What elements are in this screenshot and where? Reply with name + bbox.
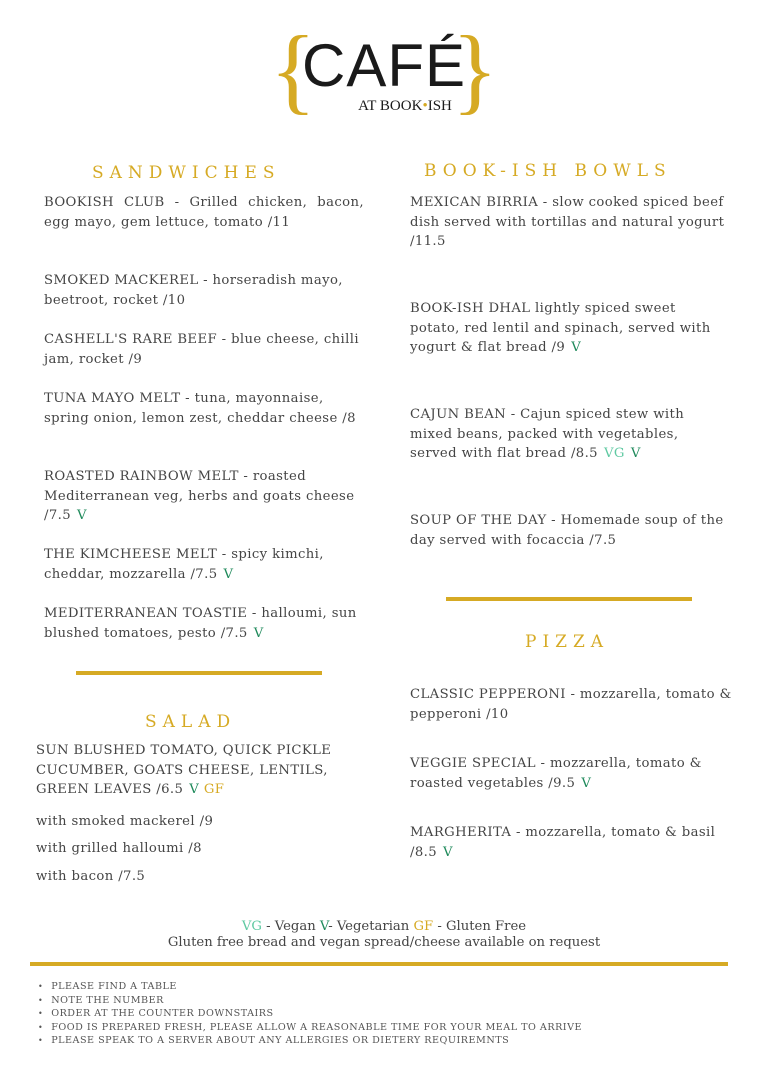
bowls-heading: BOOK-ISH BOWLS xyxy=(424,161,672,181)
vegetarian-badge: V xyxy=(223,566,234,582)
sandwiches-heading: SANDWICHES xyxy=(92,163,281,183)
vegetarian-badge: V xyxy=(571,340,582,355)
menu-item: SOUP OF THE DAY - Homemade soup of the day served with focaccia /7.5 xyxy=(410,513,724,548)
menu-item: CASHELL'S RARE BEEF - blue cheese, chilli jam, rocket /9 xyxy=(44,332,360,367)
dietary-legend: VG - Vegan V- Vegetarian GF - Gluten Free xyxy=(241,919,527,934)
vegetarian-badge: V xyxy=(630,446,641,461)
menu-item: MEXICAN BIRRIA - slow cooked spiced beef dish served with tortillas and natural yogurt /11.5 xyxy=(410,195,725,249)
instruction-item: • NOTE THE NUMBER xyxy=(38,994,582,1008)
menu-item: BOOKISH CLUB - Grilled chicken, bacon, egg mayo, gem lettuce, tomato /11 xyxy=(44,195,364,230)
dot-icon: • xyxy=(422,98,428,114)
menu-item: SMOKED MACKEREL - horseradish mayo, beetroot, rocket /10 xyxy=(44,273,343,308)
pizza-heading: PIZZA xyxy=(525,632,610,652)
menu-item: CAJUN BEAN - Cajun spiced stew with mixed beans, packed with vegetables, served with flat bread /8.5 VG V xyxy=(410,407,685,461)
menu-extra: with bacon /7.5 xyxy=(36,869,146,884)
section-divider xyxy=(76,671,322,675)
vegan-key: VG xyxy=(241,919,262,934)
logo-subtitle: AT BOOK•ISH xyxy=(358,98,452,114)
vegetarian-key: V xyxy=(319,919,329,934)
logo-title: CAFÉ xyxy=(301,32,467,99)
menu-extra: with grilled halloumi /8 xyxy=(36,841,202,856)
menu-item: SUN BLUSHED TOMATO, QUICK PICKLE CUCUMBER, GOATS CHEESE, LENTILS, GREEN LEAVES /6.5 V GF xyxy=(36,743,332,797)
footer-divider xyxy=(30,962,728,966)
menu-item: TUNA MAYO MELT - tuna, mayonnaise, spring onion, lemon zest, cheddar cheese /8 xyxy=(44,391,356,426)
instruction-item: • ORDER AT THE COUNTER DOWNSTAIRS xyxy=(38,1007,582,1021)
menu-item: BOOK-ISH DHAL lightly spiced sweet potato, red lentil and spinach, served with yogurt & flat bread /9 V xyxy=(410,301,711,355)
instruction-item: • PLEASE SPEAK TO A SERVER ABOUT ANY ALLERGIES OR DIETERY REQUIREMNTS xyxy=(38,1034,582,1048)
vegetarian-badge: V xyxy=(189,782,200,797)
menu-item: ROASTED RAINBOW MELT - roasted Mediterranean veg, herbs and goats cheese /7.5 V xyxy=(44,469,355,523)
vegetarian-badge: V xyxy=(253,625,264,641)
salad-heading: SALAD xyxy=(145,712,237,732)
ordering-instructions xyxy=(38,980,582,1048)
right-brace-icon: } xyxy=(451,16,498,123)
vegan-badge: VG xyxy=(603,446,625,461)
menu-extra: with smoked mackerel /9 xyxy=(36,814,214,829)
gluten-free-key: GF xyxy=(413,919,434,934)
vegetarian-badge: V xyxy=(77,508,87,523)
vegetarian-badge: V xyxy=(443,844,453,860)
vegetarian-badge: V xyxy=(581,775,592,791)
gluten-free-note: Gluten free bread and vegan spread/cheese available on request xyxy=(167,935,601,950)
left-brace-icon: { xyxy=(270,16,317,123)
instruction-item: • PLEASE FIND A TABLE xyxy=(38,980,582,994)
menu-item: VEGGIE SPECIAL - mozzarella, tomato & roasted vegetables /9.5 V xyxy=(410,756,702,791)
menu-item: CLASSIC PEPPERONI - mozzarella, tomato & pepperoni /10 xyxy=(410,687,732,722)
cafe-logo xyxy=(270,16,498,123)
section-divider xyxy=(446,597,692,601)
gluten-free-badge: GF xyxy=(203,782,225,797)
menu-item: THE KIMCHEESE MELT - spicy kimchi, cheddar, mozzarella /7.5 V xyxy=(44,547,324,582)
instruction-item: • FOOD IS PREPARED FRESH, PLEASE ALLOW A REASONABLE TIME FOR YOUR MEAL TO ARRIVE xyxy=(38,1021,582,1035)
menu-item: MEDITERRANEAN TOASTIE - halloumi, sun blushed tomatoes, pesto /7.5 V xyxy=(44,606,357,641)
menu-item: MARGHERITA - mozzarella, tomato & basil /8.5 V xyxy=(410,825,716,860)
